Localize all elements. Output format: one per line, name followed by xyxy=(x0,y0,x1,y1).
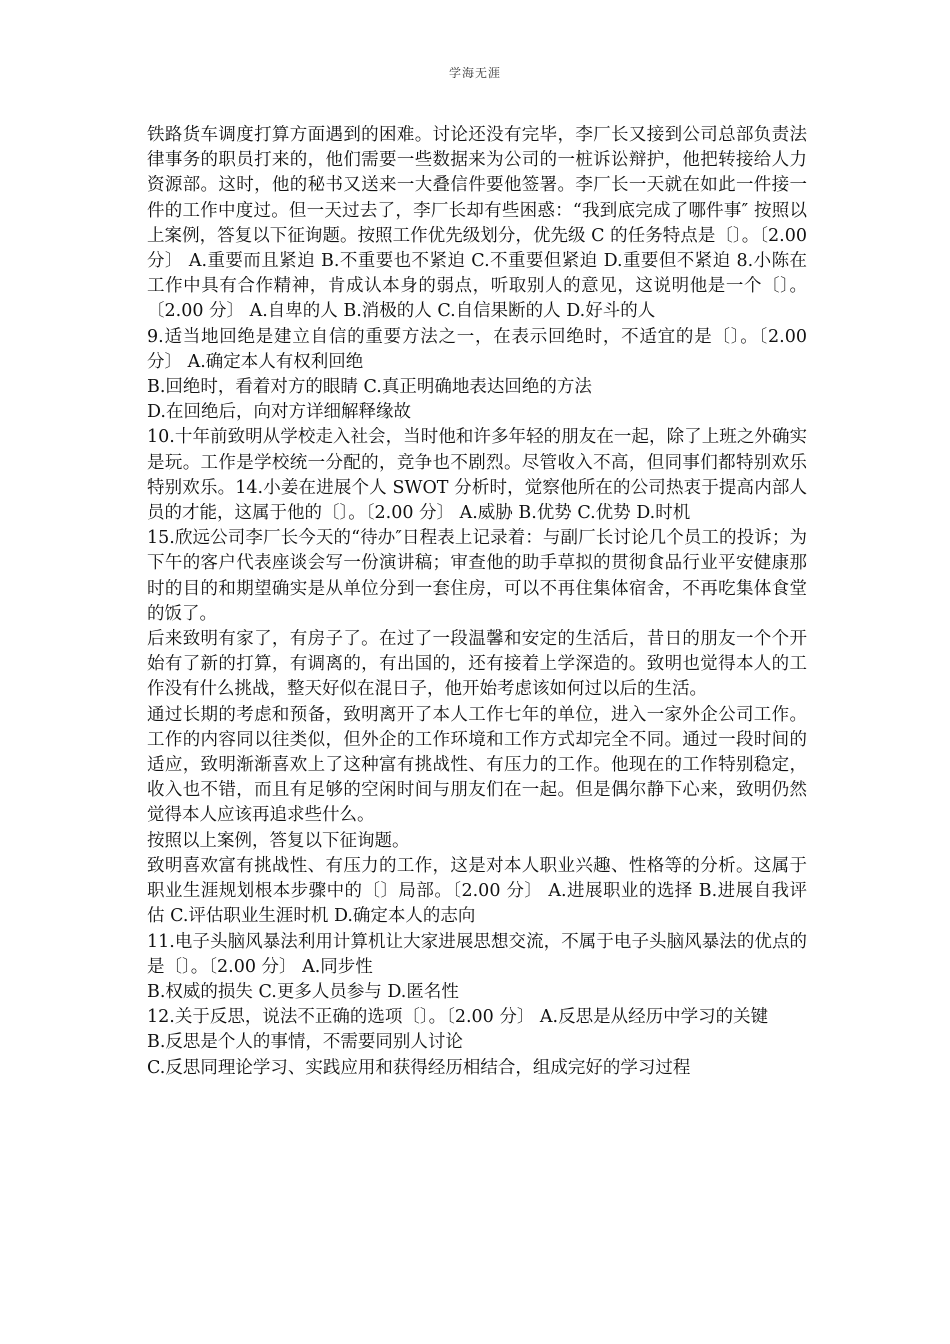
case-instruction: 按照以上案例，答复以下征询题。 xyxy=(147,830,410,851)
question-12-option-b: B.反思是个人的事情，不需要同别人讨论 xyxy=(147,1032,463,1053)
page-header: 学海无涯 xyxy=(448,66,501,80)
document-body xyxy=(147,123,807,1081)
case-paragraph: 后来致明有家了，有房子了。在过了一段温馨和安定的生活后，昔日的朋友一个个开始有了新的打算，有调离的，有出国的，还有接着上学深造的。致明也觉得本人的工作没有什么挑战，整天好似在混日子，他开始考虑该如何过以后的生活。 xyxy=(147,629,807,700)
question-9-option-d: D.在回绝后，向对方详细解释缘故 xyxy=(147,402,411,423)
question-10: 10.十年前致明从学校走入社会，当时他和许多年轻的朋友在一起，除了上班之外确实是玩。工作是学校统一分配的，竞争也不剧烈。尽管收入不高，但同事们都特别欢乐特别欢乐。14.小姜在进展个人 SWOT 分析时，觉察他所在的公司热衷于提高内部人员的才能，这属于他的〔〕。〔2.00 分〕 A.威胁 B.优势 C.优势 D.时机 xyxy=(147,427,807,524)
question-12-option-c: C.反思同理论学习、实践应用和获得经历相结合，组成完好的学习过程 xyxy=(147,1057,691,1078)
case-question: 致明喜欢富有挑战性、有压力的工作，这是对本人职业兴趣、性格等的分析。这属于职业生涯规划根本步骤中的〔〕局部。〔2.00 分〕 A.进展职业的选择 B.进展自我评估 C.评估职业生涯时机 D.确定本人的志向 xyxy=(147,855,807,927)
question-11-options: B.权威的损失 C.更多人员参与 D.匿名性 xyxy=(147,981,459,1002)
question-15: 15.欣远公司李厂长今天的“待办″日程表上记录着：与副厂长讨论几个员工的投诉；为下午的客户代表座谈会写一份演讲稿；审查他的助手草拟的贯彻食品行业平安健康那时的目的和期望确实是从单位分到一套住房，可以不再住集体宿舍，不再吃集体食堂的饭了。 xyxy=(147,528,807,624)
question-11: 11.电子头脑风暴法利用计算机让大家进展思想交流，不属于电子头脑风暴法的优点的是〔〕。〔2.00 分〕 A.同步性 xyxy=(147,931,807,977)
question-12: 12.关于反思，说法不正确的选项〔〕。〔2.00 分〕 A.反思是从经历中学习的关键 xyxy=(147,1007,769,1028)
case-paragraph: 通过长期的考虑和预备，致明离开了本人工作七年的单位，进入一家外企公司工作。工作的内容同以往类似，但外企的工作环境和工作方式却完全不同。通过一段时间的适应，致明渐渐喜欢上了这种富有挑战性、有压力的工作。他现在的工作特别稳定，收入也不错，而且有足够的空闲时间与朋友们在一起。但是偶尔静下心来，致明仍然觉得本人应该再追求些什么。 xyxy=(147,704,807,826)
question-9: 9.适当地回绝是建立自信的重要方法之一，在表示回绝时，不适宜的是〔〕。〔2.00 分〕 A.确定本人有权利回绝 xyxy=(147,326,807,372)
paragraph: 铁路货车调度打算方面遇到的困难。讨论还没有完毕，李厂长又接到公司总部负责法律事务的职员打来的，他们需要一些数据来为公司的一桩诉讼辩护，他把转接给人力资源部。这时，他的秘书又送来一大叠信件要他签署。李厂长一天就在如此一件接一件的工作中度过。但一天过去了，李厂长却有些困惑：“我到底完成了哪件事″ 按照以上案例，答复以下征询题。按照工作优先级划分，优先级 C 的任务特点是〔〕。〔2.00 分〕 A.重要而且紧迫 B.不重要也不紧迫 C.不重要但紧迫 D.重要但不紧迫 8.小陈在工作中具有合作精神，肯成认本身的弱点，听取别人的意见，这说明他是一个〔〕。〔2.00 分〕 A.自卑的人 B.消极的人 C.自信果断的人 D.好斗的人 xyxy=(147,125,807,322)
question-9-options-b-c: B.回绝时，看着对方的眼睛 C.真正明确地表达回绝的方法 xyxy=(147,377,592,398)
